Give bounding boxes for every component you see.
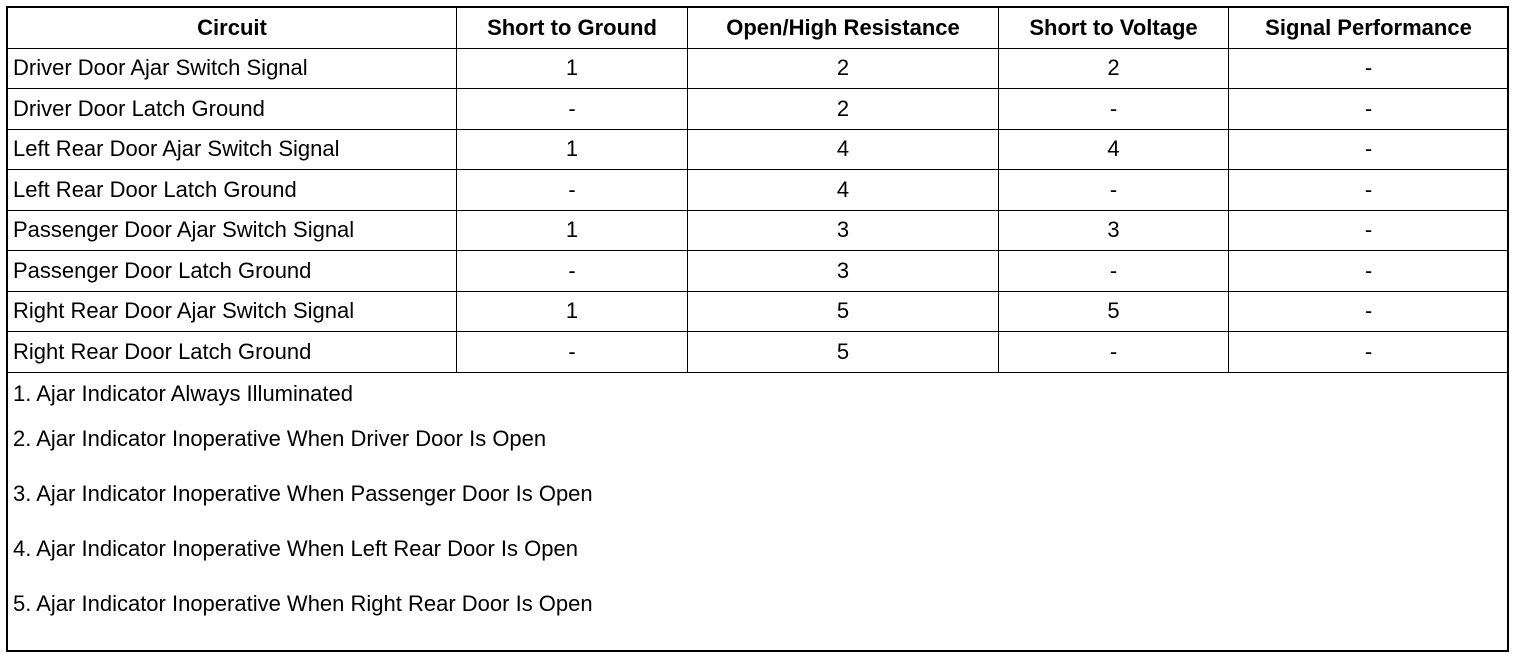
circuit-fault-table — [7, 7, 1509, 373]
cell-short-to-voltage: 4 — [999, 129, 1229, 170]
cell-signal-performance: - — [1229, 332, 1509, 373]
table-row — [8, 291, 1509, 332]
cell-signal-performance: - — [1229, 251, 1509, 292]
header-circuit: Circuit — [8, 8, 457, 49]
cell-circuit: Left Rear Door Ajar Switch Signal — [8, 129, 457, 170]
cell-open-high-resistance: 5 — [688, 291, 999, 332]
cell-circuit: Passenger Door Ajar Switch Signal — [8, 210, 457, 251]
cell-open-high-resistance: 2 — [688, 48, 999, 89]
cell-short-to-ground: 1 — [457, 48, 688, 89]
header-open-high-resistance: Open/High Resistance — [688, 8, 999, 49]
cell-open-high-resistance: 3 — [688, 210, 999, 251]
cell-open-high-resistance: 3 — [688, 251, 999, 292]
footnote-4: 4. Ajar Indicator Inoperative When Left Rear Door Is Open — [13, 535, 578, 561]
table-row — [8, 48, 1509, 89]
cell-short-to-voltage: 5 — [999, 291, 1229, 332]
cell-circuit: Driver Door Ajar Switch Signal — [8, 48, 457, 89]
cell-open-high-resistance: 4 — [688, 129, 999, 170]
cell-short-to-ground: 1 — [457, 210, 688, 251]
cell-circuit: Left Rear Door Latch Ground — [8, 170, 457, 211]
footnote-3: 3. Ajar Indicator Inoperative When Passenger Door Is Open — [13, 480, 593, 506]
cell-signal-performance: - — [1229, 210, 1509, 251]
cell-circuit: Driver Door Latch Ground — [8, 89, 457, 130]
header-short-to-voltage: Short to Voltage — [999, 8, 1229, 49]
cell-open-high-resistance: 2 — [688, 89, 999, 130]
footnote-1: 1. Ajar Indicator Always Illuminated — [13, 380, 353, 406]
cell-short-to-voltage: - — [999, 332, 1229, 373]
cell-signal-performance: - — [1229, 48, 1509, 89]
cell-signal-performance: - — [1229, 89, 1509, 130]
cell-open-high-resistance: 4 — [688, 170, 999, 211]
table-row — [8, 210, 1509, 251]
cell-short-to-voltage: - — [999, 170, 1229, 211]
cell-short-to-voltage: - — [999, 251, 1229, 292]
table-row — [8, 170, 1509, 211]
footnotes — [8, 373, 1507, 637]
header-signal-performance: Signal Performance — [1229, 8, 1509, 49]
cell-short-to-ground: - — [457, 332, 688, 373]
cell-open-high-resistance: 5 — [688, 332, 999, 373]
header-short-to-ground: Short to Ground — [457, 8, 688, 49]
cell-short-to-ground: 1 — [457, 291, 688, 332]
footnote-2: 2. Ajar Indicator Inoperative When Driver Door Is Open — [13, 425, 547, 451]
table-header-row — [8, 8, 1509, 49]
diagnostic-document — [6, 6, 1509, 652]
footnote-5: 5. Ajar Indicator Inoperative When Right Rear Door Is Open — [13, 590, 593, 616]
table-row — [8, 129, 1509, 170]
cell-signal-performance: - — [1229, 291, 1509, 332]
cell-short-to-ground: - — [457, 89, 688, 130]
cell-signal-performance: - — [1229, 129, 1509, 170]
cell-short-to-ground: - — [457, 170, 688, 211]
table-row — [8, 89, 1509, 130]
cell-circuit: Passenger Door Latch Ground — [8, 251, 457, 292]
cell-circuit: Right Rear Door Latch Ground — [8, 332, 457, 373]
table-row — [8, 251, 1509, 292]
cell-short-to-ground: 1 — [457, 129, 688, 170]
cell-circuit: Right Rear Door Ajar Switch Signal — [8, 291, 457, 332]
cell-short-to-voltage: - — [999, 89, 1229, 130]
cell-signal-performance: - — [1229, 170, 1509, 211]
cell-short-to-voltage: 3 — [999, 210, 1229, 251]
cell-short-to-ground: - — [457, 251, 688, 292]
table-row — [8, 332, 1509, 373]
cell-short-to-voltage: 2 — [999, 48, 1229, 89]
